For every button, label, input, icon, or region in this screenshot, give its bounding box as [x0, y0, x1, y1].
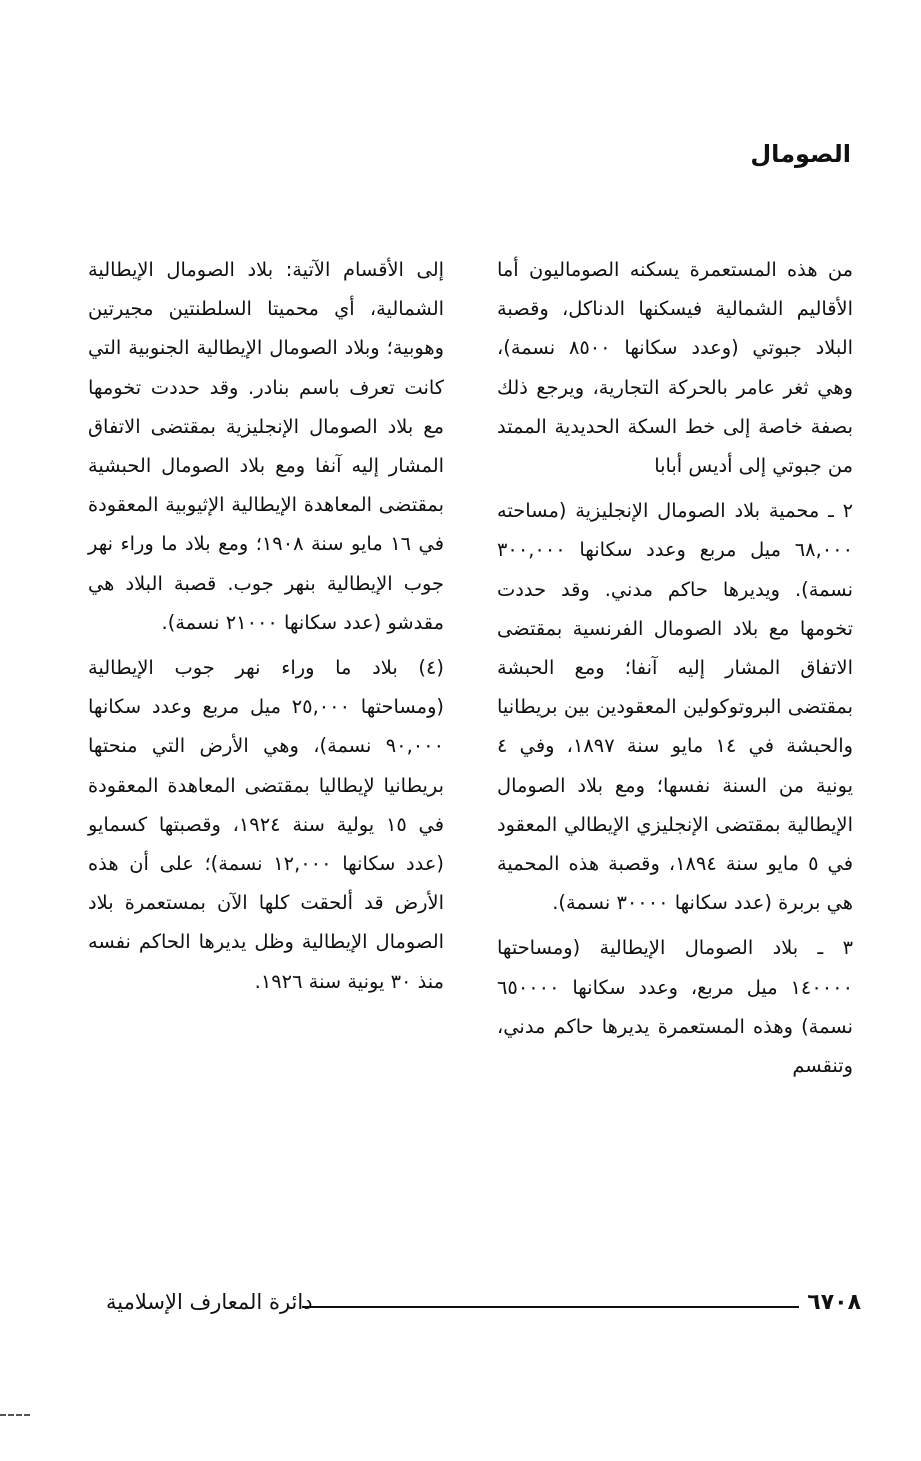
scan-edge-mark — [0, 1414, 30, 1416]
publication-title: دائرة المعارف الإسلامية — [106, 1290, 313, 1314]
footer-rule — [302, 1306, 799, 1308]
right-column — [497, 250, 853, 1091]
paragraph: من هذه المستعمرة يسكنه الصوماليون أما الأقاليم الشمالية فيسكنها الدناكل، وقصبة البلاد جبوتي (وعدد سكانها ٨٥٠٠ نسمة)، وهي ثغر عامر بالحركة التجارية، ويرجع ذلك بصفة خاصة إلى خط السكة الحديدية الممتد من جبوتي إلى أديس أبابا — [497, 258, 853, 478]
paragraph: إلى الأقسام الآتية: بلاد الصومال الإيطالية الشمالية، أي محميتا السلطنتين مجيرتين وهوبية؛ وبلاد الصومال الإيطالية الجنوبية التي كانت تعرف باسم بنادر. وقد حددت تخومها مع بلاد الصومال الإنجليزية بمقتضى الاتفاق المشار إليه آنفا ومع بلاد الصومال الحبشية بمقتضى المعاهدة الإيطالية الإثيوبية المعقودة في ١٦ مايو سنة ١٩٠٨؛ ومع بلاد ما وراء نهر جوب الإيطالية بنهر جوب. قصبة البلاد هي مقدشو (عدد سكانها ٢١٠٠٠ نسمة). — [88, 258, 444, 634]
left-column — [88, 250, 444, 1007]
paragraph: (٤) بلاد ما وراء نهر جوب الإيطالية (ومساحتها ٢٥,٠٠٠ ميل مربع وعدد سكانها ٩٠,٠٠٠ نسمة)، وهي الأرض التي منحتها بريطانيا لإيطاليا بمقتضى المعاهدة المعقودة في ١٥ يولية سنة ١٩٢٤، وقصبتها كسمايو (عدد سكانها ١٢,٠٠٠ نسمة)؛ على أن هذه الأرض قد ألحقت كلها الآن بمستعمرة بلاد الصومال الإيطالية وظل يديرها الحاكم نفسه منذ ٣٠ يونية سنة ١٩٢٦. — [88, 656, 444, 993]
running-head-title: الصومال — [750, 140, 851, 168]
page-number: ٦٧٠٨ — [807, 1290, 861, 1315]
page-footer — [106, 1290, 861, 1326]
paragraph: ٢ ـ محمية بلاد الصومال الإنجليزية (مساحته ٦٨,٠٠٠ ميل مربع وعدد سكانها ٣٠٠,٠٠٠ نسمة). ويديرها حاكم مدني. وقد حددت تخومها مع بلاد الصومال الفرنسية بمقتضى الاتفاق المشار إليه آنفا؛ ومع الحبشة بمقتضى البروتوكولين المعقودين بين بريطانيا والحبشة في ١٤ مايو سنة ١٨٩٧، وفي ٤ يونية من السنة نفسها؛ ومع بلاد الصومال الإيطالية بمقتضى الإنجليزي الإيطالي المعقود في ٥ مايو سنة ١٨٩٤، وقصبة هذه المحمية هي بربرة (عدد سكانها ٣٠٠٠٠ نسمة). — [497, 499, 853, 915]
paragraph: ٣ ـ بلاد الصومال الإيطالية (ومساحتها ١٤٠٠٠٠ ميل مربع، وعدد سكانها ٦٥٠٠٠٠ نسمة) وهذه المستعمرة يديرها حاكم مدني، وتنقسم — [497, 936, 853, 1078]
